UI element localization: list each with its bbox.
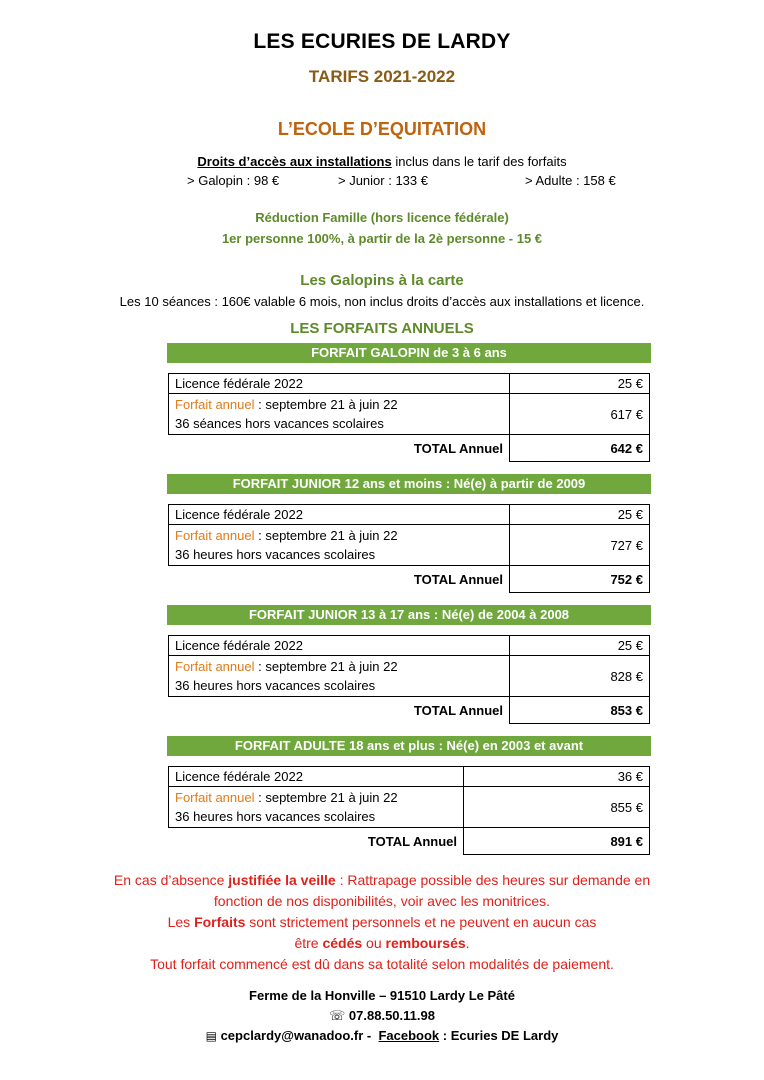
table-row [169,394,650,435]
forfait-description [169,787,464,828]
forfait-band: FORFAIT JUNIOR 13 à 17 ans : Né(e) de 2004 à 2008 [167,605,651,625]
table-row [169,636,650,656]
total-price: 642 € [510,435,650,462]
access-price-galopin: > Galopin : 98 € [187,173,280,188]
contact-footer [0,986,764,1046]
forfait-description [169,656,510,697]
forfait-period: : septembre 21 à juin 22 [254,528,398,543]
forfait-period: : septembre 21 à juin 22 [254,397,398,412]
table-row [169,374,650,394]
notice-line-5: Tout forfait commencé est dû dans sa totalité selon modalités de paiement. [150,956,614,972]
forfait-detail: 36 heures hors vacances scolaires [175,547,376,562]
total-price: 853 € [510,697,650,724]
family-reduction-title: Réduction Famille (hors licence fédérale) [255,210,509,225]
forfait-band: FORFAIT JUNIOR 12 ans et moins : Né(e) à partir de 2009 [167,474,651,494]
page-title: LES ECURIES DE LARDY [253,30,511,53]
facebook-value: : Ecuries DE Lardy [439,1028,559,1043]
forfait-word: Forfait annuel [175,790,255,805]
price-table [168,373,650,462]
total-row [169,828,650,855]
facebook-link[interactable]: Facebook [378,1028,440,1043]
licence-price: 25 € [510,505,650,525]
address: Ferme de la Honville – 91510 Lardy Le Pâté [249,988,515,1003]
forfait-period: : septembre 21 à juin 22 [254,790,398,805]
access-price-adulte: > Adulte : 158 € [525,173,616,188]
computer-icon: ▤ [205,1029,217,1043]
access-rights-label: Droits d’accès aux installations [197,154,392,169]
forfait-block-adulte [167,736,651,855]
access-rights-line [0,154,764,169]
notice-emphasis: remboursés [385,935,466,951]
notice-emphasis: cédés [322,935,363,951]
total-label: TOTAL Annuel [169,697,510,724]
forfait-price: 727 € [510,525,650,566]
total-label: TOTAL Annuel [169,435,510,462]
price-table [168,635,650,724]
forfait-word: Forfait annuel [175,659,255,674]
forfait-detail: 36 séances hors vacances scolaires [175,416,384,431]
licence-label: Licence fédérale 2022 [169,374,510,394]
email-line [0,1026,764,1046]
table-row [169,787,650,828]
family-reduction-detail: 1er personne 100%, à partir de la 2è personne - 15 € [221,231,543,246]
access-price-junior: > Junior : 133 € [338,173,428,188]
forfait-description [169,394,510,435]
licence-label: Licence fédérale 2022 [169,636,510,656]
total-price: 891 € [464,828,650,855]
table-row [169,525,650,566]
galopins-text: Les 10 séances : 160€ valable 6 mois, non inclus droits d’accès aux installations et licence. [119,294,645,309]
forfait-word: Forfait annuel [175,528,255,543]
forfait-price: 828 € [510,656,650,697]
notice-emphasis: Forfaits [194,914,246,930]
table-row [169,656,650,697]
email-address[interactable]: cepclardy@wanadoo.fr - [220,1028,372,1043]
notice-emphasis: justifiée la veille [228,872,336,888]
tariffs-subtitle: TARIFS 2021-2022 [308,67,456,86]
forfait-band: FORFAIT ADULTE 18 ans et plus : Né(e) en 2003 et avant [167,736,651,756]
forfait-description [169,525,510,566]
forfait-block-galopin [167,343,651,462]
notice-line-2: fonction de nos disponibilités, voir avec les monitrices. [213,893,551,909]
notice-line-1: En cas d’absence justifiée la veille : Rattrapage possible des heures sur demande en [113,872,651,888]
phone-icon: ☏ [329,1008,346,1023]
total-row [169,435,650,462]
total-price: 752 € [510,566,650,593]
table-row [169,505,650,525]
licence-price: 25 € [510,374,650,394]
price-table [168,504,650,593]
total-label: TOTAL Annuel [169,828,464,855]
forfait-band: FORFAIT GALOPIN de 3 à 6 ans [167,343,651,363]
total-row [169,697,650,724]
table-row [169,767,650,787]
forfait-price: 617 € [510,394,650,435]
price-table [168,766,650,855]
licence-price: 36 € [464,767,650,787]
access-rights-note: inclus dans le tarif des forfaits [395,154,567,169]
phone-line [0,1006,764,1026]
phone-number: 07.88.50.11.98 [348,1008,435,1023]
notice-line-4: être cédés ou remboursés. [294,935,470,951]
absence-notice [0,870,764,975]
forfait-block-junior-12 [167,474,651,593]
total-label: TOTAL Annuel [169,566,510,593]
forfait-price: 855 € [464,787,650,828]
school-heading: L’ECOLE D’EQUITATION [277,119,487,139]
total-row [169,566,650,593]
notice-line-3: Les Forfaits sont strictement personnels et ne peuvent en aucun cas [167,914,597,930]
galopins-heading: Les Galopins à la carte [300,272,464,289]
forfait-word: Forfait annuel [175,397,255,412]
forfait-period: : septembre 21 à juin 22 [254,659,398,674]
annual-packages-heading: LES FORFAITS ANNUELS [290,320,474,337]
licence-price: 25 € [510,636,650,656]
licence-label: Licence fédérale 2022 [169,505,510,525]
licence-label: Licence fédérale 2022 [169,767,464,787]
forfait-detail: 36 heures hors vacances scolaires [175,809,376,824]
forfait-detail: 36 heures hors vacances scolaires [175,678,376,693]
forfait-block-junior-13-17 [167,605,651,724]
